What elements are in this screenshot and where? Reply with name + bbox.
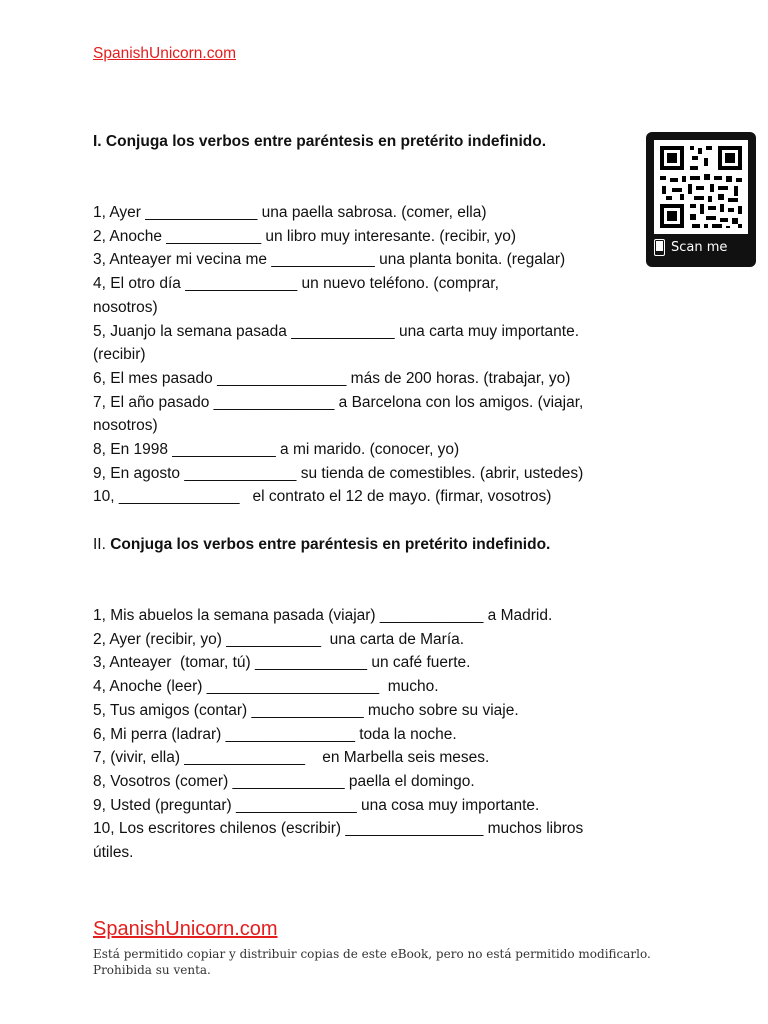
- exercise-line: 8, En 1998 ____________ a mi marido. (conocer, yo): [93, 441, 460, 459]
- exercise-line: 6, El mes pasado _______________ más de 200 horas. (trabajar, yo): [93, 369, 571, 387]
- section2-title-text: Conjuga los verbos entre paréntesis en pretérito indefinido.: [110, 536, 551, 553]
- section1-exercises: [93, 201, 673, 509]
- scan-text: Scan me: [671, 240, 728, 255]
- section2-title: [93, 536, 550, 554]
- exercise-line: 4, El otro día _____________ un nuevo teléfono. (comprar,: [93, 275, 499, 293]
- exercise-line: 5, Tus amigos (contar) _____________ mucho sobre su viaje.: [93, 701, 519, 719]
- exercise-line: 5, Juanjo la semana pasada ____________ una carta muy importante.: [93, 322, 580, 340]
- section2-exercises: [93, 604, 673, 865]
- exercise-line: 3, Anteayer (tomar, tú) _____________ un café fuerte.: [93, 654, 471, 672]
- exercise-line: 4, Anoche (leer) ____________________ mucho.: [93, 678, 439, 696]
- exercise-line: 7, El año pasado ______________ a Barcelona con los amigos. (viajar,: [93, 393, 584, 411]
- exercise-line: nosotros): [93, 417, 158, 435]
- exercise-line: 6, Mi perra (ladrar) _______________ toda la noche.: [93, 725, 457, 743]
- exercise-line: 9, Usted (preguntar) ______________ una cosa muy importante.: [93, 796, 540, 814]
- header-site-link[interactable]: SpanishUnicorn.com: [93, 45, 237, 62]
- exercise-line: 10, ______________ el contrato el 12 de mayo. (firmar, vosotros): [93, 488, 552, 506]
- exercise-line: 2, Anoche ___________ un libro muy interesante. (recibir, yo): [93, 227, 517, 245]
- exercise-line: 1, Mis abuelos la semana pasada (viajar) ____________ a Madrid.: [93, 607, 553, 624]
- exercise-line: 2, Ayer (recibir, yo) ___________ una carta de María.: [93, 630, 465, 648]
- footer-copyright-note: Está permitido copiar y distribuir copias de este eBook, pero no está permitido modificarlo. Prohibida su venta.: [93, 947, 651, 977]
- section1-title: I. Conjuga los verbos entre paréntesis en pretérito indefinido.: [93, 133, 547, 150]
- exercise-line: nosotros): [93, 298, 158, 316]
- exercise-line: 10, Los escritores chilenos (escribir) ________________ muchos libros: [93, 820, 584, 838]
- exercise-line: 1, Ayer _____________ una paella sabrosa. (comer, ella): [93, 204, 487, 221]
- exercise-line: 8, Vosotros (comer) _____________ paella el domingo.: [93, 772, 475, 790]
- footer-site-link[interactable]: SpanishUnicorn.com: [93, 918, 278, 940]
- exercise-line: 9, En agosto _____________ su tienda de comestibles. (abrir, ustedes): [93, 464, 584, 482]
- section2-prefix: II.: [93, 536, 111, 553]
- exercise-line: 3, Anteayer mi vecina me ____________ una planta bonita. (regalar): [93, 251, 566, 269]
- exercise-line: (recibir): [93, 346, 146, 364]
- exercise-line: útiles.: [93, 844, 134, 862]
- exercise-line: 7, (vivir, ella) ______________ en Marbella seis meses.: [93, 749, 490, 767]
